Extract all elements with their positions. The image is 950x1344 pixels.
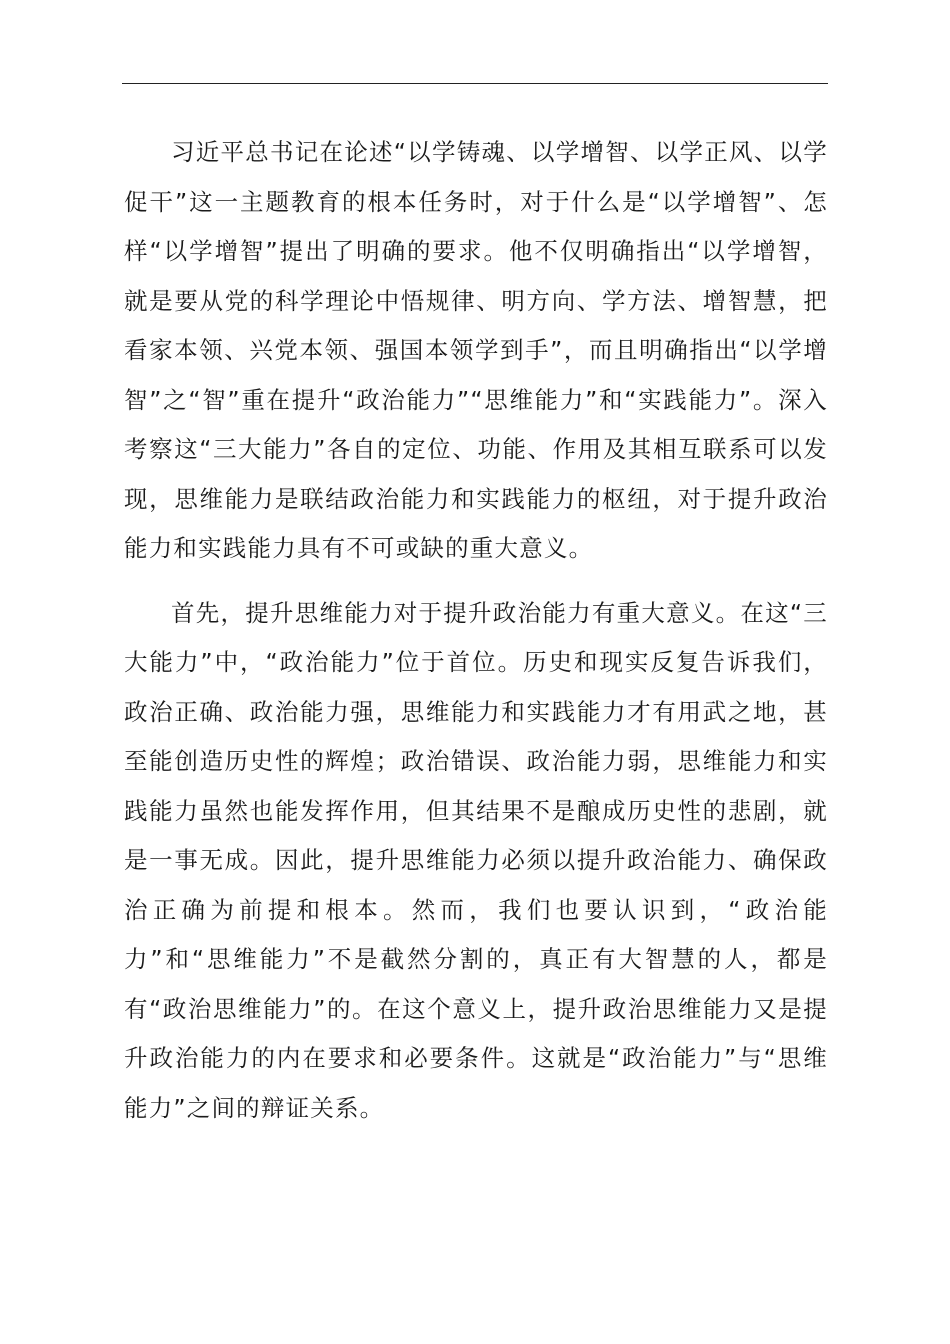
document-body	[124, 128, 828, 1133]
header-divider	[122, 83, 828, 84]
paragraph-intro: 习近平总书记在论述“以学铸魂、以学增智、以学正风、以学促干”这一主题教育的根本任务时，对于什么是“以学增智”、怎样“以学增智”提出了明确的要求。他不仅明确指出“以学增智，就是要从党的科学理论中悟规律、明方向、学方法、增智慧，把看家本领、兴党本领、强国本领学到手”，而且明确指出“以学增智”之“智”重在提升“政治能力”“思维能力”和“实践能力”。深入考察这“三大能力”各自的定位、功能、作用及其相互联系可以发现，思维能力是联结政治能力和实践能力的枢纽，对于提升政治能力和实践能力具有不可或缺的重大意义。	[124, 138, 828, 562]
paragraph-political-ability: 首先，提升思维能力对于提升政治能力有重大意义。在这“三大能力”中，“政治能力”位于首位。历史和现实反复告诉我们，政治正确、政治能力强，思维能力和实践能力才有用武之地，甚至能创造历史性的辉煌；政治错误、政治能力弱，思维能力和实践能力虽然也能发挥作用，但其结果不是酿成历史性的悲剧，就是一事无成。因此，提升思维能力必须以提升政治能力、确保政治正确为前提和根本。然而，我们也要认识到，“政治能力”和“思维能力”不是截然分割的，真正有大智慧的人，都是有“政治思维能力”的。在这个意义上，提升政治思维能力又是提升政治能力的内在要求和必要条件。这就是“政治能力”与“思维能力”之间的辩证关系。	[124, 598, 828, 1122]
